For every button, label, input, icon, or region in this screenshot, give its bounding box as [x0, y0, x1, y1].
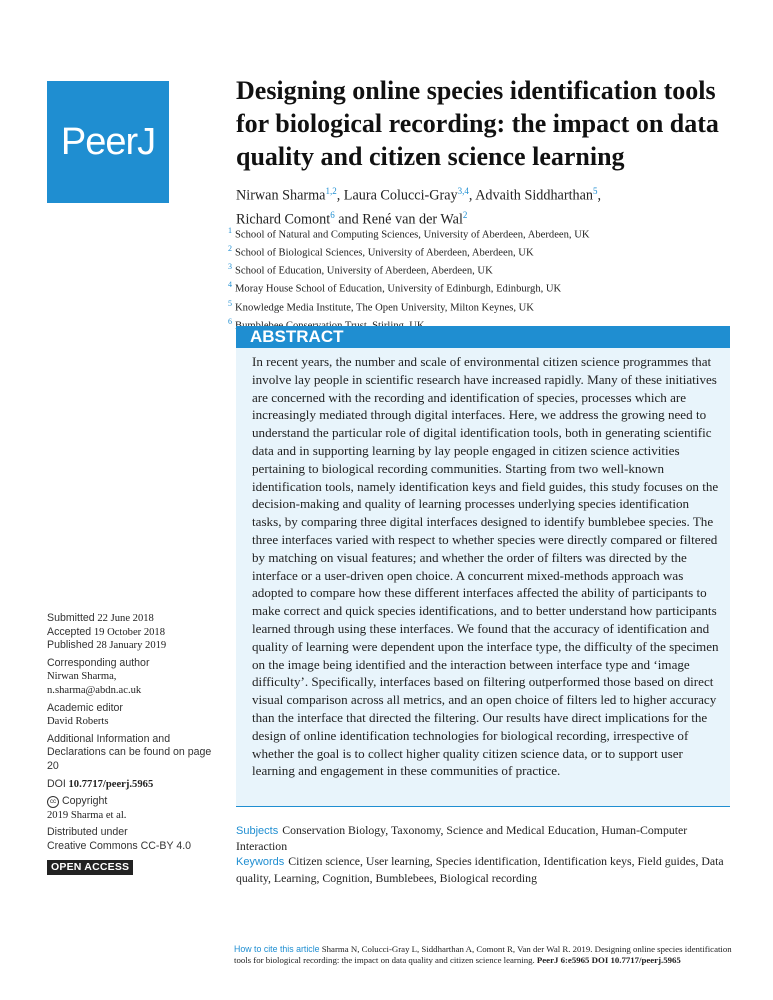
affiliation-text: School of Natural and Computing Sciences, University of Aberdeen, Aberdeen, UK	[235, 229, 590, 241]
affiliation-item	[228, 224, 748, 242]
doi-block	[47, 778, 217, 792]
affiliation-text: Moray House School of Education, University of Edinburgh, Edinburgh, UK	[235, 283, 562, 295]
open-access-badge: OPEN ACCESS	[47, 860, 133, 876]
corresponding-name: Nirwan Sharma,	[47, 671, 117, 683]
license-label: Distributed under	[47, 826, 128, 839]
author-separator: ,	[468, 187, 476, 204]
affiliation-item	[228, 297, 748, 315]
affiliation-item	[228, 242, 748, 260]
author-name[interactable]: René van der Wal	[362, 211, 463, 228]
author-affil-ref: 2	[462, 209, 468, 220]
corresponding-email[interactable]: n.sharma@abdn.ac.uk	[47, 684, 142, 696]
abstract-heading: ABSTRACT	[236, 326, 730, 348]
accepted-date: 19 October 2018	[93, 626, 166, 638]
copyright-block	[47, 795, 217, 822]
affiliation-text: Knowledge Media Institute, The Open University, Milton Keynes, UK	[235, 302, 534, 314]
affiliation-item	[228, 278, 748, 296]
author-affil-ref: 6	[330, 209, 335, 220]
editor-label: Academic editor	[47, 701, 123, 714]
subjects-label: Subjects	[236, 825, 279, 837]
abstract-text: In recent years, the number and scale of environmental citizen science programmes that involve lay people in scientific research have increased rapidly. Many of these initiatives are concerned with the recording and identification of species, processes which are increasingly mediated through digital interfaces. Here, we address the growing need to understand the particular role of digital identification tools, both in generating scientific data and in supporting learning by lay people engaged in citizen science activities pertaining to biological recording communities. Starting from two well-known identification tools, namely identification keys and field guides, this study focuses on the decision-making and quality of learning processes underlying species identification tasks, by comparing three digital interfaces designed to identify bumblebee species. The three interfaces varied with respect to whether species were directly compared or filtered by matching on visual features; and whether the order of filters was directed by the interface or a user-driven open choice. A concurrent mixed-methods approach was adopted to compare how these different interfaces affected the ability of participants to make correct and quick species identifications, and to better understand how participants learned through using these interfaces. We found that the accuracy of identification and quality of learning were dependent upon the interface type, the difficulty of the specimen on the image being identified and the interaction between interface type and ‘image difficulty’. Specifically, interfaces based on filtering outperformed those based on direct visual comparison across all metrics, and an open choice of filters led to higher accuracy than the interface that directed the filtering. Our results have direct implications for the design of online identification technologies for biological recording, irrespective of whether the goal is to collect higher quality citizen science data, or to support user learning and engagement in these communities of practice.	[252, 354, 719, 779]
published-label: Published	[47, 639, 94, 652]
peerj-logo	[47, 81, 169, 203]
copyright-cc-icon: cc	[47, 796, 59, 808]
abstract-box	[236, 326, 730, 806]
affiliation-number: 5	[228, 298, 232, 308]
author-name[interactable]: Nirwan Sharma	[236, 187, 326, 204]
corresponding-label: Corresponding author	[47, 656, 150, 669]
article-title: Designing online species identification tools for biological recording: the impact on data quality and citizen science learning	[236, 76, 719, 171]
editor-block	[47, 702, 217, 729]
accepted-label: Accepted	[47, 625, 92, 638]
submitted-date: 22 June 2018	[97, 613, 154, 624]
author-separator: ,	[597, 187, 602, 204]
subjects-text: Conservation Biology, Taxonomy, Science and Medical Education, Human-Computer Interaction	[236, 823, 688, 854]
subjects-line	[236, 823, 730, 854]
affiliation-number: 6	[228, 316, 232, 326]
author-affil-ref: 5	[593, 186, 598, 196]
copyright-text: 2019 Sharma et al.	[47, 809, 127, 821]
corresponding-block	[47, 657, 217, 698]
copyright-label: Copyright	[62, 795, 108, 808]
additional-info[interactable]: Additional Information and Declarations can be found on page 20	[47, 732, 212, 772]
affiliation-text: School of Education, University of Aberdeen, Aberdeen, UK	[235, 265, 493, 277]
affiliation-number: 1	[228, 226, 232, 235]
author-name[interactable]: Richard Comont	[236, 211, 331, 228]
logo-text: PeerJ	[60, 120, 156, 163]
author-list	[236, 182, 726, 229]
editor-name: David Roberts	[47, 716, 109, 728]
citation-doi[interactable]: DOI 10.7717/peerj.5965	[591, 955, 681, 966]
author-name[interactable]: Laura Colucci-Gray	[343, 187, 458, 204]
submitted-label: Submitted	[47, 612, 95, 624]
citation-footer	[234, 944, 734, 967]
keywords-label: Keywords	[236, 856, 285, 869]
subjects-keywords	[236, 823, 730, 886]
affiliation-list	[228, 224, 748, 333]
abstract-divider	[236, 806, 730, 807]
doi-link[interactable]: 10.7717/peerj.5965	[68, 778, 154, 790]
author-separator: ,	[336, 187, 344, 204]
author-affil-ref: 3,4	[457, 186, 469, 196]
affiliation-text: School of Biological Sciences, University of Aberdeen, Aberdeen, UK	[235, 247, 534, 259]
dates-block	[47, 612, 217, 653]
affiliation-number: 2	[228, 244, 232, 254]
citation-text: Sharma N, Colucci-Gray L, Siddharthan A, Comont R, Van der Wal R. 2019. Designing online species identification tools for biological recording: the impact on data quality and citizen science learning.	[234, 944, 732, 966]
license-text[interactable]: Creative Commons CC-BY 4.0	[47, 839, 192, 852]
keywords-line	[236, 854, 730, 885]
citation-journal: PeerJ 6:e5965	[536, 955, 590, 966]
affiliation-number: 3	[228, 262, 232, 272]
affiliation-number: 4	[228, 280, 232, 290]
doi-label: DOI	[47, 777, 66, 790]
citation-label: How to cite this article	[234, 944, 320, 954]
article-sidebar	[47, 612, 217, 879]
author-affil-ref: 1,2	[325, 186, 337, 196]
author-separator: and	[334, 211, 363, 228]
author-name[interactable]: Advaith Siddharthan	[475, 187, 594, 204]
affiliation-item	[228, 260, 748, 278]
license-block	[47, 826, 217, 875]
keywords-text: Citizen science, User learning, Species identification, Identification keys, Field guides, Data quality, Learning, Cognition, Bumblebees, Biological recording	[236, 854, 724, 885]
published-date: 28 January 2019	[96, 640, 167, 652]
